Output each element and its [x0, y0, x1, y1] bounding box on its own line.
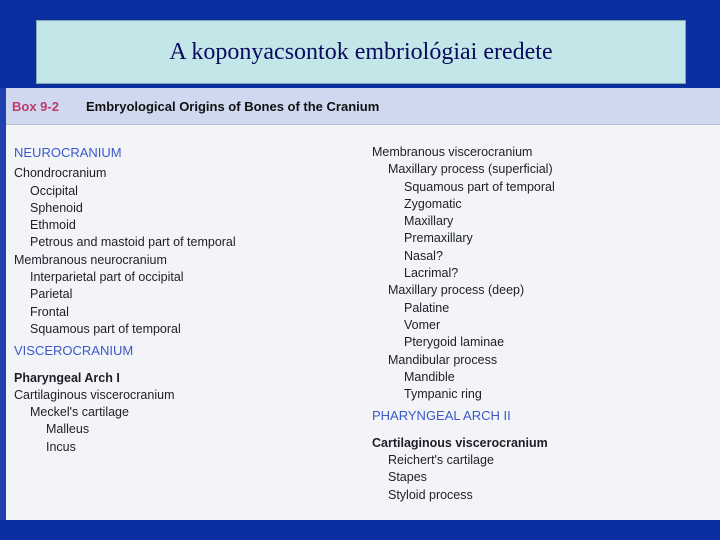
list-item: Palatine: [404, 300, 450, 315]
textbook-box-image: [0, 88, 720, 520]
list-item: Styloid process: [388, 487, 473, 502]
subheading-cartilaginous-viscerocranium-2: Cartilaginous viscerocranium: [372, 435, 548, 450]
section-heading-pharyngeal-arch-2: PHARYNGEAL ARCH II: [372, 408, 511, 424]
list-item: Malleus: [46, 422, 90, 437]
section-heading-neurocranium: NEUROCRANIUM: [14, 145, 122, 160]
list-item: Nasal?: [404, 248, 443, 263]
slide-title-box: [36, 20, 686, 84]
list-item: Lacrimal?: [404, 266, 459, 281]
list-item: Interparietal part of occipital: [30, 270, 184, 285]
list-item: Petrous and mastoid part of temporal: [30, 235, 236, 250]
list-item: Maxillary process (deep): [388, 283, 525, 298]
list-item: Tympanic ring: [404, 387, 482, 402]
right-column: [372, 144, 555, 504]
subheading-pharyngeal-arch-1: Pharyngeal Arch I: [14, 370, 120, 385]
list-item: Parietal: [30, 287, 73, 302]
subheading-membranous-viscerocranium: Membranous viscerocranium: [372, 145, 533, 159]
list-item: Squamous part of temporal: [404, 179, 555, 194]
list-item: Premaxillary: [404, 231, 473, 246]
bottom-bar: [0, 520, 720, 540]
list-item: Mandibular process: [388, 352, 498, 367]
section-heading-viscerocranium: VISCEROCRANIUM: [14, 343, 134, 359]
list-item: Vomer: [404, 317, 441, 332]
slide-title: A koponyacsontok embriológiai eredete: [169, 38, 553, 65]
list-item: Pterygoid laminae: [404, 335, 505, 350]
list-item: Incus: [46, 439, 76, 454]
list-item: Mandible: [404, 369, 455, 384]
box-header: [6, 88, 720, 125]
subheading-membranous-neurocranium: Membranous neurocranium: [14, 252, 167, 267]
list-item: Reichert's cartilage: [388, 453, 494, 468]
list-item: Maxillary: [404, 214, 454, 229]
list-item: Ethmoid: [30, 218, 76, 233]
subheading-cartilaginous-viscerocranium: Cartilaginous viscerocranium: [14, 387, 175, 402]
list-item: Sphenoid: [30, 200, 83, 215]
box-title: Embryological Origins of Bones of the Cranium: [86, 98, 380, 114]
box-label: Box 9-2: [12, 98, 59, 114]
list-item: Frontal: [30, 304, 69, 319]
list-item: Stapes: [388, 470, 427, 485]
list-item: Meckel's cartilage: [30, 405, 129, 420]
list-item: Zygomatic: [404, 196, 462, 211]
list-item: Squamous part of temporal: [30, 321, 181, 336]
left-column: [14, 144, 236, 456]
list-item: Maxillary process (superficial): [388, 162, 553, 177]
subheading-chondrocranium: Chondrocranium: [14, 166, 107, 181]
list-item: Occipital: [30, 183, 78, 198]
